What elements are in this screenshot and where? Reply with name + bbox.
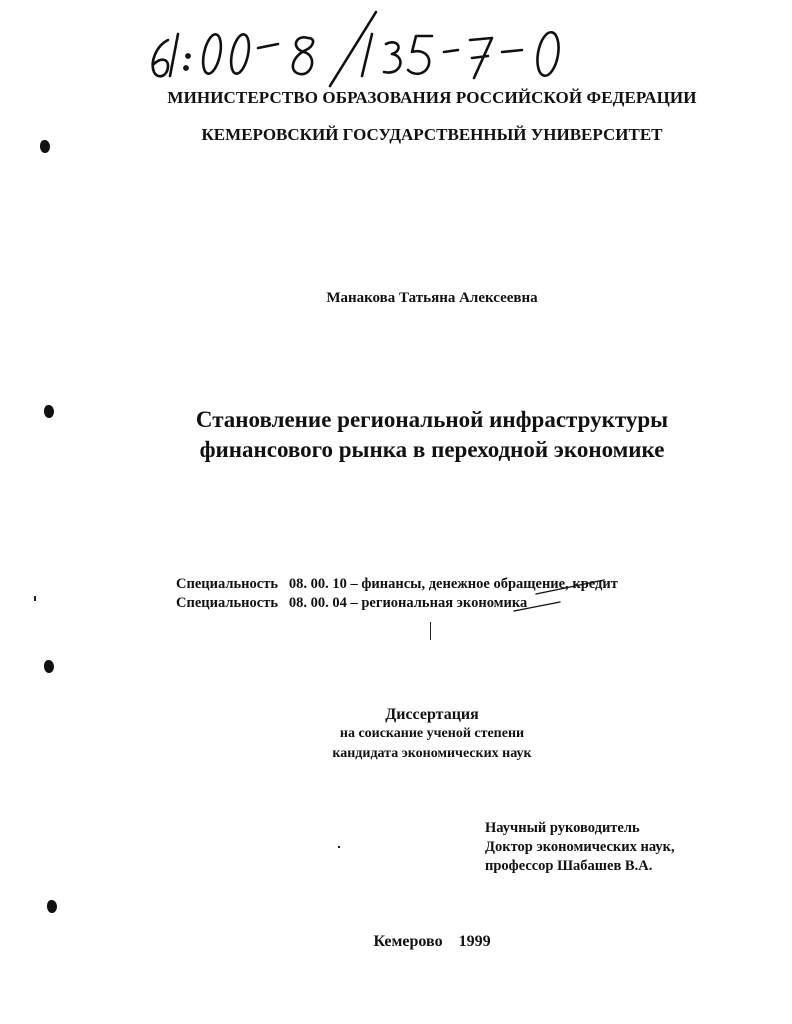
- binder-hole-mark: [47, 900, 57, 913]
- specialty-name: – финансы, денежное обращение, кредит: [350, 576, 618, 592]
- specialty-label: Специальность: [176, 595, 278, 611]
- university-name: КЕМЕРОВСКИЙ ГОСУДАРСТВЕННЫЙ УНИВЕРСИТЕТ: [201, 125, 663, 144]
- supervisor-title: Научный руководитель: [485, 820, 640, 836]
- scan-artifact: [338, 846, 340, 848]
- supervisor-name: профессор Шабашев В.А.: [485, 858, 653, 874]
- specialty-name: – региональная экономика: [350, 595, 528, 611]
- degree-line-1: на соискание ученой степени: [339, 726, 525, 741]
- binder-hole-mark: [40, 140, 50, 153]
- scan-artifact: [34, 596, 36, 601]
- binder-hole-mark: [44, 405, 54, 418]
- title-line-2: финансового рынка в переходной экономике: [199, 437, 665, 462]
- scan-artifact: [430, 622, 431, 640]
- city: Кемерово: [373, 933, 443, 950]
- dissertation-title: [0, 405, 792, 465]
- specialty-code: 08. 00. 10: [288, 576, 347, 592]
- year: 1999: [458, 933, 491, 950]
- binder-hole-mark: [44, 660, 54, 673]
- title-line-1: Становление региональной инфраструктуры: [195, 407, 669, 432]
- supervisor-degree: Доктор экономических наук,: [485, 839, 675, 855]
- author-name: Манакова Татьяна Алексеевна: [326, 290, 538, 306]
- degree-line-2: кандидата экономических наук: [332, 746, 532, 761]
- handwritten-catalog-number: [140, 4, 610, 94]
- city-year: [0, 933, 792, 951]
- dissertation-heading: Диссертация: [385, 706, 479, 723]
- specialty-line: [176, 595, 527, 612]
- specialty-label: Специальность: [176, 576, 278, 592]
- ministry-name: МИНИСТЕРСТВО ОБРАЗОВАНИЯ РОССИЙСКОЙ ФЕДЕРАЦИИ: [167, 88, 697, 107]
- specialty-code: 08. 00. 04: [288, 595, 347, 611]
- pen-strike-marks: [500, 578, 620, 614]
